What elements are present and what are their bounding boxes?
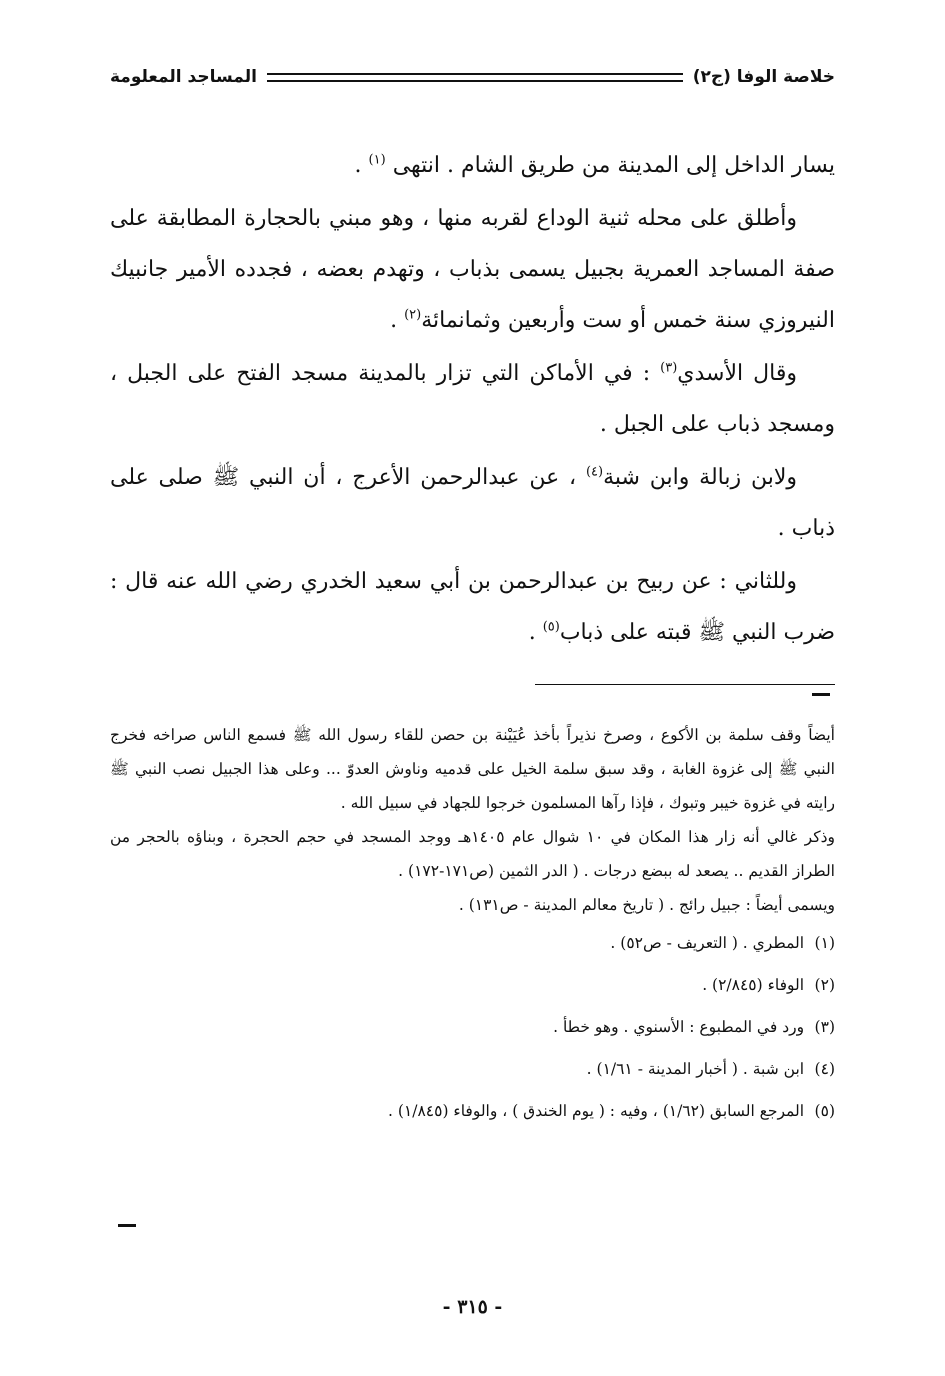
footnote-item (110, 964, 835, 1006)
footnote-continuation-1: أيضاً وقف سلمة بن الأكوع ، وصرخ نذيراً بأخذ عُيَيْنة بن حصن للقاء رسول الله ﷺ فسمع الناس صراخه فخرج النبي ﷺ إلى غزوة الغابة ، وقد سبق سلمة الخيل على قدميه وناوش العدوّ ... وعلى هذا الجبيل نصب النبي ﷺ رايته في غزوة خيبر وتبوك ، فإذا رآها المسلمون خرجوا للجهاد في سبيل الله . (110, 726, 835, 812)
footnote-ref-1: (١) (368, 152, 386, 168)
header-rule (267, 73, 683, 82)
footnote-number: (٤) (814, 1060, 835, 1078)
paragraph-1: يسار الداخل إلى المدينة من طريق الشام . انتهى $^{(١)}$ . (354, 152, 835, 178)
footnote-ref-5: (٥) (542, 619, 560, 635)
footnote-number: (٣) (814, 1018, 835, 1036)
footnote-number: (٢) (814, 976, 835, 994)
footnote-number: (٥) (814, 1102, 835, 1120)
footnote-separator (535, 684, 835, 685)
paragraph-3: وقال الأسدي$^{(٣)}$ : في الأماكن التي تزار بالمدينة مسجد الفتح على الجبل ، ومسجد ذباب على الجبل . (110, 360, 835, 437)
footnote-item (110, 1090, 835, 1132)
footnote-item (110, 1048, 835, 1090)
footnote-text: ابن شبة . ( أخبار المدينة - ١/٦١) . (586, 1060, 805, 1078)
footnote-continuation-2: وذكر غالي أنه زار هذا المكان في ١٠ شوال عام ١٤٠٥هـ ووجد المسجد في حجم الحجرة ، وبناؤه بالحجر من الطراز القديم .. يصعد له ببضع درجات . ( الدر الثمين (ص١٧١-١٧٢) . (110, 828, 835, 880)
footnote-item (110, 922, 835, 964)
footnote-text: الوفاء (٢/٨٤٥) . (702, 976, 805, 994)
footnote-text: المطري . ( التعريف - ص٥٢) . (610, 934, 805, 952)
end-dash (118, 1224, 136, 1227)
running-header (110, 62, 835, 92)
paragraph-5: وللثاني : عن ربيح بن عبدالرحمن بن أبي سعيد الخدري رضي الله عنه قال : ضرب النبي ﷺ قبته على ذباب$^{(٥)}$ . (110, 569, 835, 645)
footnote-item (110, 1006, 835, 1048)
footnote-continuation-3: ويسمى أيضاً : جبيل رائج . ( تاريخ معالم المدينة - ص١٣١) . (458, 896, 835, 914)
footnote-number: (١) (814, 934, 835, 952)
paragraph-4: ولابن زبالة وابن شبة$^{(٤)}$ ، عن عبدالرحمن الأعرج ، أن النبي ﷺ صلى على ذباب . (110, 464, 835, 541)
footnote-ref-3: (٣) (660, 360, 678, 376)
separator-dash (812, 693, 830, 696)
footnotes (110, 718, 835, 1132)
footnote-ref-4: (٤) (585, 464, 604, 480)
header-book-title: خلاصة الوفا (ج٢) (692, 67, 835, 87)
footnote-text: ورد في المطبوع : الأسنوي . وهو خطأ . (553, 1018, 805, 1036)
page-number: - ٣١٥ - (442, 1296, 503, 1318)
footnote-list (110, 922, 835, 1132)
header-section-title: المساجد المعلومة (110, 67, 257, 87)
main-text (110, 140, 835, 658)
paragraph-2: وأطلق على محله ثنية الوداع لقربه منها ، وهو مبني بالحجارة المطابقة على صفة المساجد العمرية بجبيل يسمى بذباب ، وتهدم بعضه ، فجدده الأمير جانبيك النيروزي سنة خمس أو ست وأربعين وثمانمائة$^{(٢)}$ . (110, 206, 835, 333)
footnote-ref-2: (٢) (404, 307, 422, 323)
footnote-text: المرجع السابق (١/٦٢) ، وفيه : ( يوم الخندق ) ، والوفاء (١/٨٤٥) . (388, 1102, 805, 1120)
